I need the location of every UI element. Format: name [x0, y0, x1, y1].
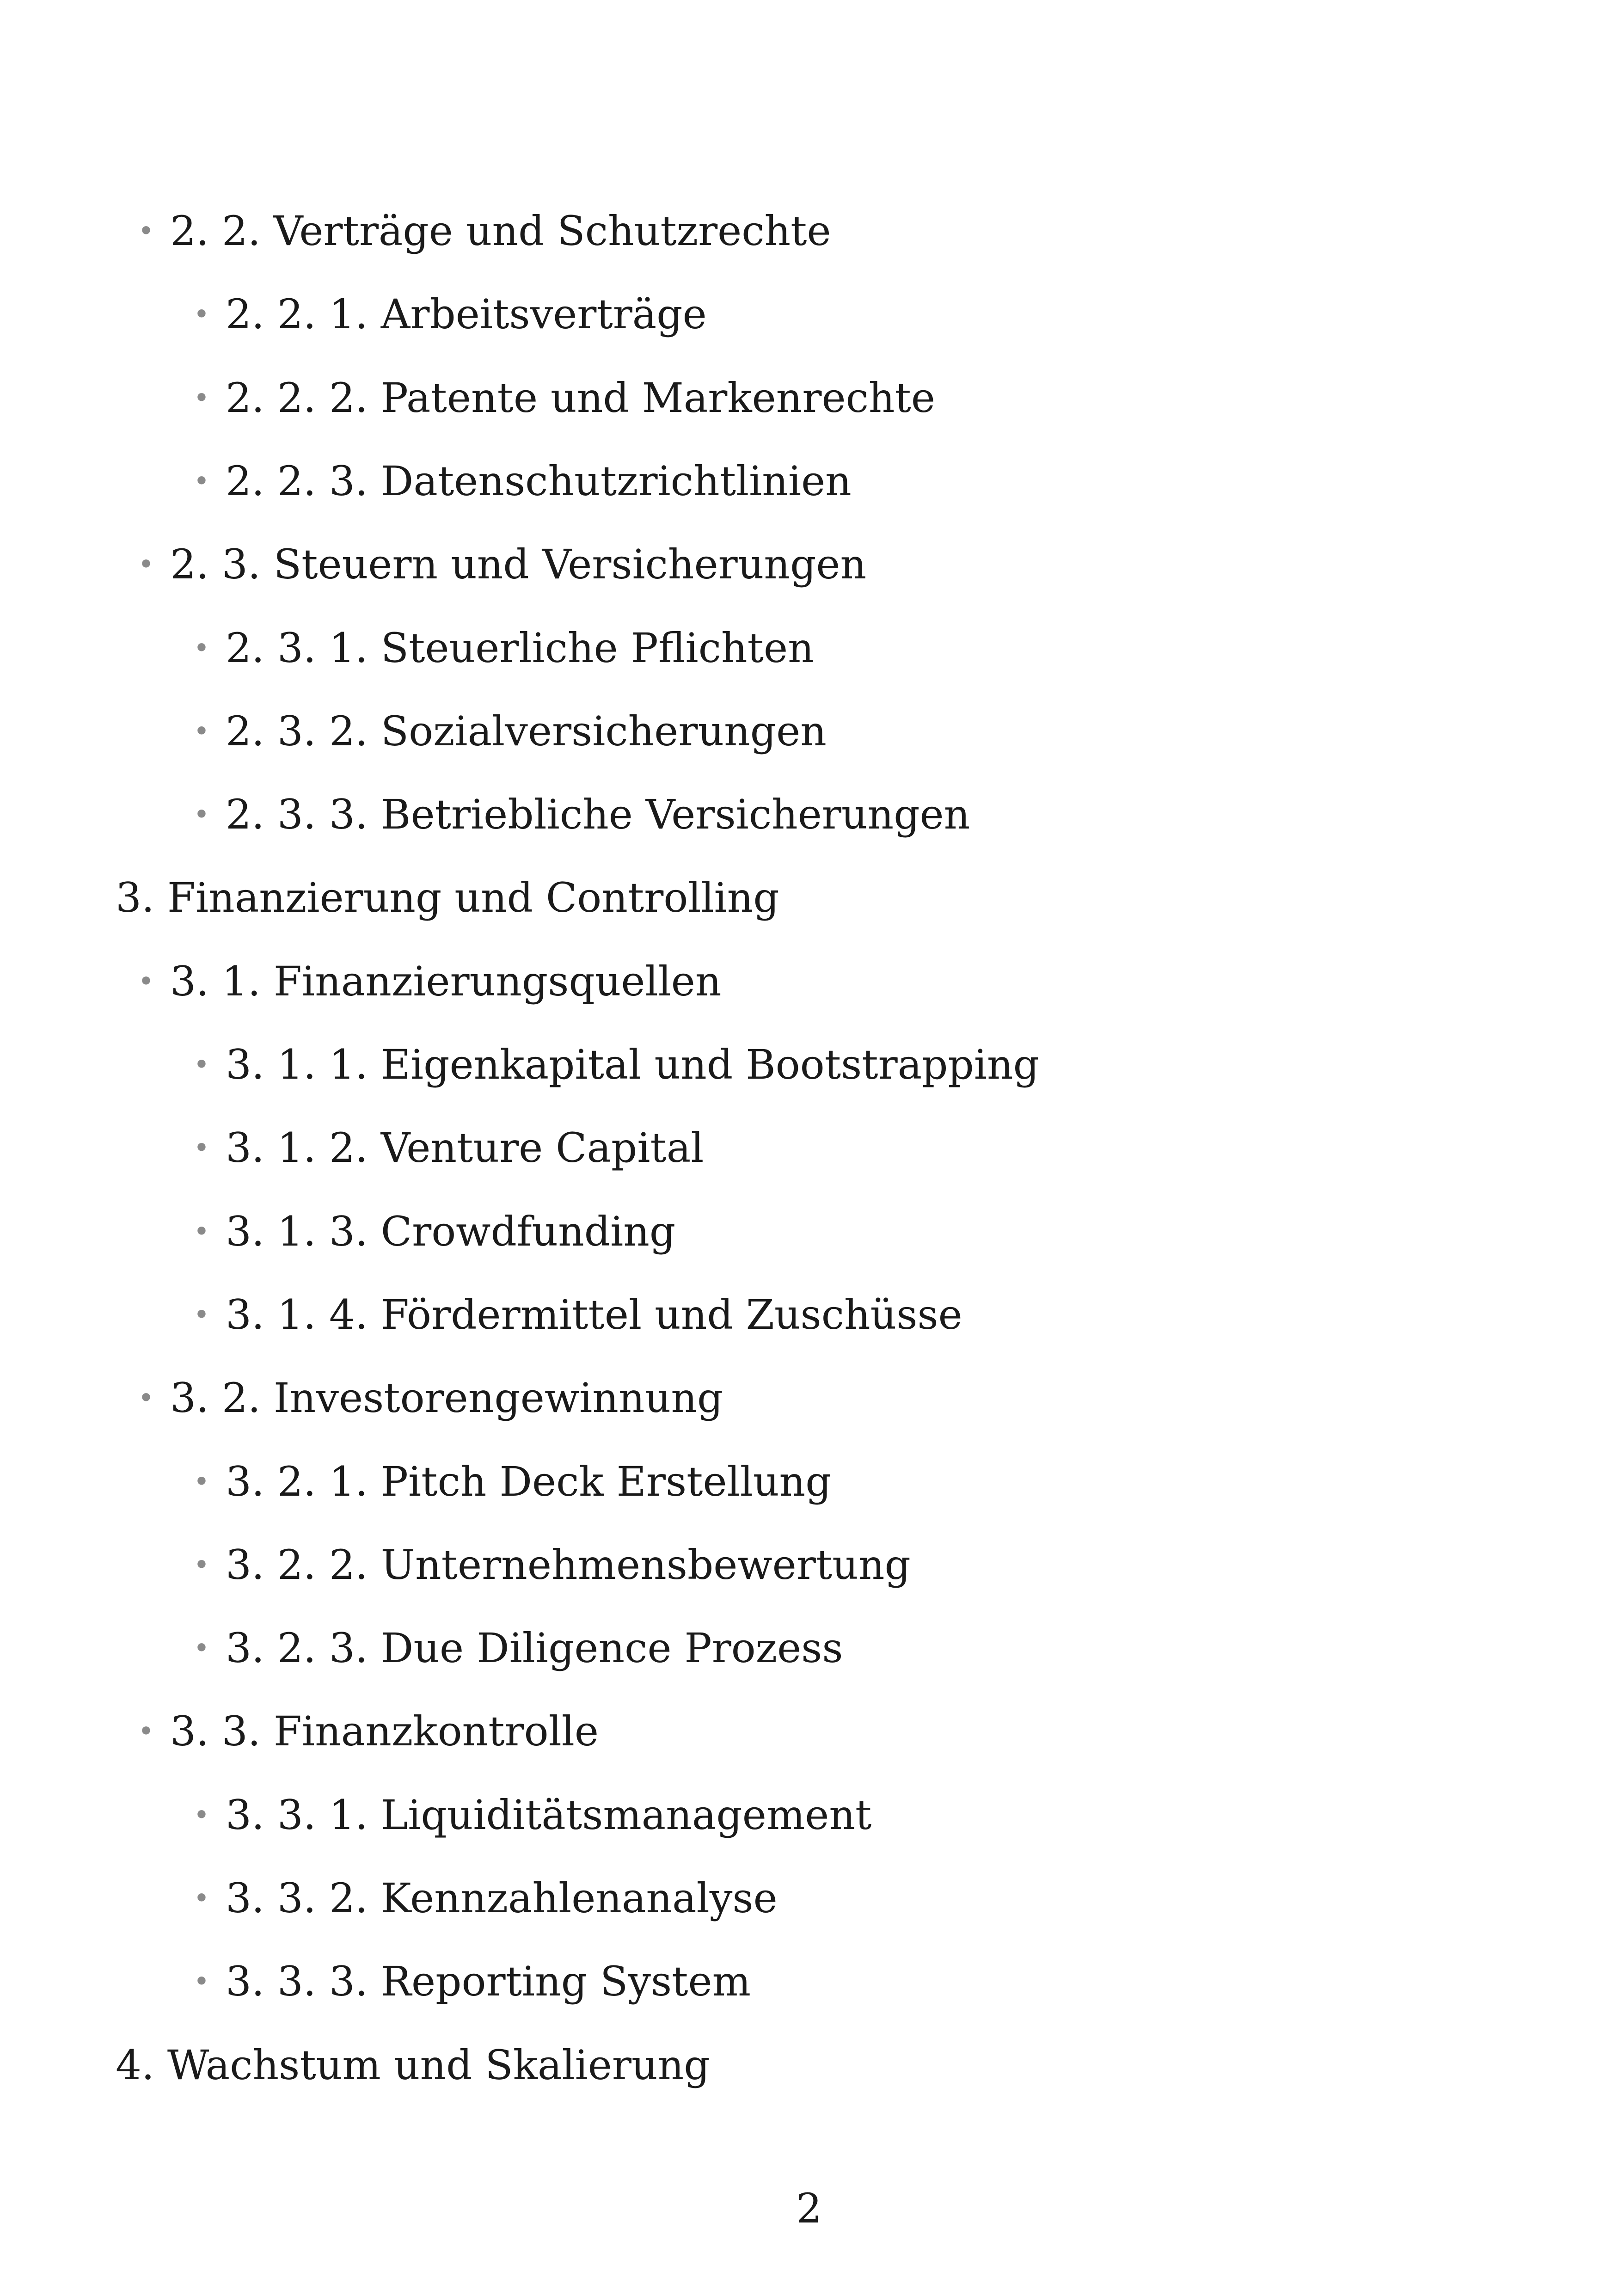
toc-entry-label: 3. 2. 1. Pitch Deck Erstellung [226, 1458, 832, 1505]
toc-entry-label: 3. 1. 4. Fördermittel und Zuschüsse [226, 1291, 962, 1338]
toc-subsection [193, 1287, 962, 1343]
toc-entry-label: 2. 3. 2. Sozialversicherungen [226, 707, 827, 755]
toc-subsection [193, 454, 852, 509]
toc-subsection [193, 370, 935, 426]
page-number: 2 [796, 2185, 822, 2232]
toc-entry-label: 2. 3. 1. Steuerliche Pflichten [226, 624, 814, 672]
toc-subsection [193, 1037, 1039, 1093]
bullet-icon: • [193, 1549, 210, 1581]
toc-section [138, 537, 867, 592]
toc-chapter [116, 2038, 710, 2093]
toc-subsection [193, 1871, 778, 1926]
toc-subsection [193, 1954, 751, 2009]
toc-subsection [193, 620, 814, 676]
toc-entry-label: 2. 2. 1. Arbeitsverträge [226, 290, 707, 338]
bullet-icon: • [193, 382, 210, 414]
toc-entry-label: 3. 1. 1. Eigenkapital und Bootstrapping [226, 1041, 1039, 1088]
toc-entry-label: 3. 1. 3. Crowdfunding [226, 1208, 676, 1255]
bullet-icon: • [193, 1466, 210, 1498]
toc-subsection [193, 704, 827, 759]
toc-entry-label: 2. 3. Steuern und Versicherungen [170, 540, 867, 588]
toc-entry-label: 2. 2. Verträge und Schutzrechte [170, 207, 831, 255]
bullet-icon: • [138, 215, 154, 247]
bullet-icon: • [193, 715, 210, 748]
toc-subsection [193, 1454, 832, 1510]
bullet-icon: • [138, 1382, 154, 1414]
toc-section [138, 1704, 599, 1759]
bullet-icon: • [193, 1632, 210, 1664]
bullet-icon: • [138, 965, 154, 998]
toc-subsection [193, 1621, 843, 1676]
toc-entry-label: 3. 2. 3. Due Diligence Prozess [226, 1624, 843, 1672]
toc-entry-label: 3. 2. 2. Unternehmensbewertung [226, 1541, 911, 1589]
toc-subsection [193, 787, 970, 842]
toc-chapter [116, 870, 779, 926]
toc-subsection [193, 1120, 704, 1176]
bullet-icon: • [193, 798, 210, 831]
bullet-icon: • [193, 1049, 210, 1081]
toc-entry-label: 3. Finanzierung und Controlling [116, 874, 779, 921]
toc-entry-label: 4. Wachstum und Skalierung [116, 2041, 710, 2089]
toc-entry-label: 2. 2. 3. Datenschutzrichtlinien [226, 457, 852, 505]
bullet-icon: • [193, 1799, 210, 1831]
toc-entry-label: 3. 3. 2. Kennzahlenanalyse [226, 1874, 778, 1922]
bullet-icon: • [138, 548, 154, 581]
bullet-icon: • [193, 1882, 210, 1915]
toc-section [138, 954, 722, 1009]
toc-entry-label: 2. 3. 3. Betriebliche Versicherungen [226, 791, 970, 838]
toc-entry-label: 3. 1. 2. Venture Capital [226, 1124, 704, 1172]
toc-entry-label: 3. 2. Investorengewinnung [170, 1374, 723, 1422]
toc-section [138, 1370, 723, 1426]
toc-entry-label: 2. 2. 2. Patente und Markenrechte [226, 374, 935, 422]
bullet-icon: • [138, 1715, 154, 1748]
bullet-icon: • [193, 465, 210, 497]
bullet-icon: • [193, 298, 210, 331]
toc-section [138, 203, 831, 259]
bullet-icon: • [193, 1216, 210, 1248]
bullet-icon: • [193, 1132, 210, 1164]
toc-subsection [193, 287, 707, 342]
toc-entry-label: 3. 3. Finanzkontrolle [170, 1707, 599, 1755]
toc-entry-label: 3. 3. 1. Liquiditätsmanagement [226, 1791, 872, 1839]
bullet-icon: • [193, 632, 210, 664]
toc-subsection [193, 1204, 676, 1259]
toc-entry-label: 3. 3. 3. Reporting System [226, 1958, 751, 2005]
toc-subsection [193, 1787, 872, 1843]
bullet-icon: • [193, 1299, 210, 1331]
toc-subsection [193, 1537, 911, 1593]
toc-entry-label: 3. 1. Finanzierungsquellen [170, 958, 722, 1005]
bullet-icon: • [193, 1965, 210, 1998]
